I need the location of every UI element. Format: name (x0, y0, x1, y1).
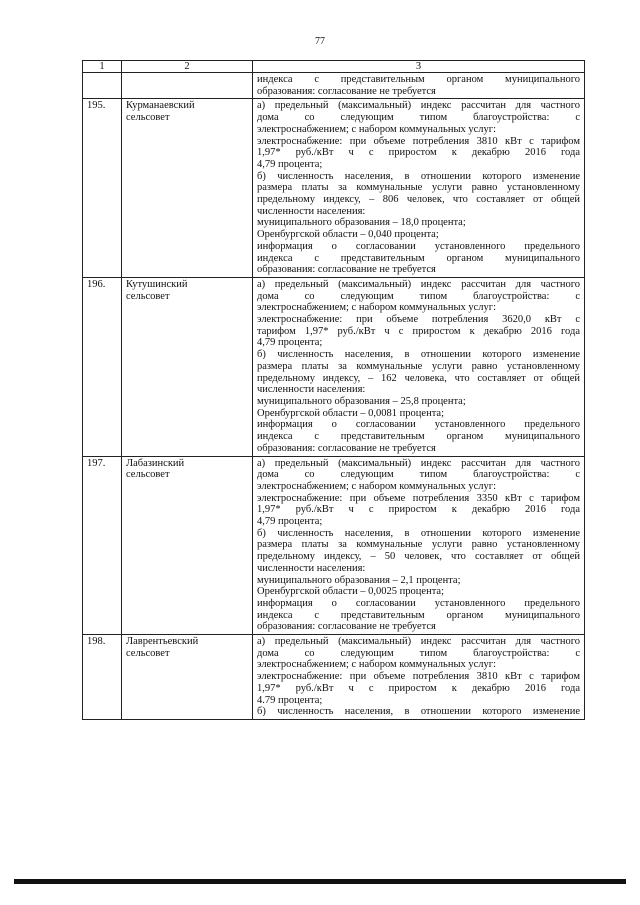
tariff-table (82, 60, 585, 720)
description-line: размера платы за коммунальные услуги равно установленному (257, 539, 580, 551)
index-description (253, 73, 585, 99)
municipality-name-line: Курманаевский (126, 100, 195, 112)
description-line: информация о согласовании установленного предельного (257, 419, 580, 431)
description-line: размера платы за коммунальные услуги равно установленному (257, 360, 580, 372)
description-line: б) численность населения, в отношении которого изменение (257, 706, 580, 718)
table-row (83, 456, 585, 635)
description-line: муниципального образования – 2,1 процента; (257, 574, 461, 586)
row-number: 195. (83, 99, 122, 278)
description-line: размера платы за коммунальные услуги равно установленному (257, 182, 580, 194)
table-header-row (83, 61, 585, 73)
description-line: дома со следующим типом благоустройства: с (257, 647, 580, 659)
description-line: индекса с представительным органом муниципального (257, 431, 580, 443)
description-line: 1,97* руб./кВт ч с приростом к декабрю 2016 года (257, 147, 580, 159)
row-number (83, 73, 122, 99)
description-line: б) численность населения, в отношении которого изменение (257, 170, 580, 182)
description-line: электроснабжение: при объеме потребления 3350 кВт с тарифом (257, 492, 580, 504)
column-header-1: 1 (83, 61, 122, 73)
description-line: а) предельный (максимальный) индекс рассчитан для частного (257, 636, 580, 648)
municipality-name-line: сельсовет (126, 647, 170, 659)
municipality-name (122, 456, 253, 635)
description-line: 1,97* руб./кВт ч с приростом к декабрю 2016 года (257, 682, 580, 694)
municipality-name (122, 73, 253, 99)
description-line: а) предельный (максимальный) индекс рассчитан для частного (257, 278, 580, 290)
description-line: численности населения: (257, 384, 366, 396)
description-line: дома со следующим типом благоустройства: с (257, 469, 580, 481)
description-line: б) численность населения, в отношении которого изменение (257, 349, 580, 361)
municipality-name (122, 99, 253, 278)
description-line: предельному индексу, – 806 человек, что составляет от общей (257, 194, 580, 206)
row-number: 197. (83, 456, 122, 635)
table-row (83, 73, 585, 99)
description-line: 4,79 процента; (257, 337, 323, 349)
footer-rule (14, 879, 626, 884)
municipality-name-line: сельсовет (126, 469, 170, 481)
description-line: Оренбургской области – 0,040 процента; (257, 229, 439, 241)
description-line: электроснабжение: при объеме потребления 3810 кВт с тарифом (257, 671, 580, 683)
municipality-name-line: Кутушинский (126, 278, 188, 290)
column-header-2: 2 (122, 61, 253, 73)
description-line: электроснабжением; с набором коммунальных услуг: (257, 123, 496, 135)
description-line: образования: согласование не требуется (257, 85, 436, 97)
index-description (253, 99, 585, 278)
description-line: а) предельный (максимальный) индекс рассчитан для частного (257, 100, 580, 112)
description-line: 1,97* руб./кВт ч с приростом к декабрю 2016 года (257, 504, 580, 516)
description-line: предельному индексу, – 162 человека, что составляет от общей (257, 372, 580, 384)
description-line: индекса с представительным органом муниципального (257, 609, 580, 621)
description-line: информация о согласовании установленного предельного (257, 240, 580, 252)
description-line: муниципального образования – 25,8 процента; (257, 395, 466, 407)
description-line: электроснабжение: при объеме потребления 3620,0 кВт с (257, 314, 580, 326)
description-line: тарифом 1,97* руб./кВт ч с приростом к декабрю 2016 года (257, 325, 580, 337)
index-description (253, 456, 585, 635)
description-line: 4.79 процента; (257, 694, 323, 706)
description-line: индекса с представительным органом муниципального (257, 74, 580, 85)
table-row (83, 277, 585, 456)
description-line: образования: согласование не требуется (257, 621, 436, 633)
description-line: электроснабжением; с набором коммунальных услуг: (257, 659, 496, 671)
description-line: Оренбургской области – 0,0025 процента; (257, 586, 444, 598)
municipality-name (122, 635, 253, 720)
municipality-name-line: Лаврентьевский (126, 636, 199, 648)
description-line: а) предельный (максимальный) индекс рассчитан для частного (257, 457, 580, 469)
description-line: б) численность населения, в отношении которого изменение (257, 527, 580, 539)
table-body (83, 73, 585, 720)
description-line: электроснабжение: при объеме потребления 3810 кВт с тарифом (257, 135, 580, 147)
municipality-name (122, 277, 253, 456)
description-line: 4,79 процента; (257, 158, 323, 170)
description-line: дома со следующим типом благоустройства: с (257, 112, 580, 124)
column-header-3: 3 (253, 61, 585, 73)
description-line: численности населения: (257, 205, 366, 217)
description-line: образования: согласование не требуется (257, 442, 436, 454)
description-line: индекса с представительным органом муниципального (257, 252, 580, 264)
description-line: информация о согласовании установленного предельного (257, 597, 580, 609)
row-number: 196. (83, 277, 122, 456)
row-number: 198. (83, 635, 122, 720)
description-line: муниципального образования – 18,0 процента; (257, 217, 466, 229)
index-description (253, 635, 585, 720)
description-line: численности населения: (257, 562, 366, 574)
description-line: Оренбургской области – 0,0081 процента; (257, 407, 444, 419)
description-line: 4,79 процента; (257, 516, 323, 528)
table-row (83, 99, 585, 278)
index-description (253, 277, 585, 456)
description-line: предельному индексу, – 50 человек, что составляет от общей (257, 551, 580, 563)
municipality-name-line: сельсовет (126, 290, 170, 302)
table-row (83, 635, 585, 720)
description-line: электроснабжением; с набором коммунальных услуг: (257, 480, 496, 492)
municipality-name-line: сельсовет (126, 112, 170, 124)
description-line: электроснабжением; с набором коммунальных услуг: (257, 302, 496, 314)
description-line: образования: согласование не требуется (257, 264, 436, 276)
page-number: 77 (315, 36, 325, 47)
description-line: дома со следующим типом благоустройства: с (257, 290, 580, 302)
municipality-name-line: Лабазинский (126, 457, 185, 469)
